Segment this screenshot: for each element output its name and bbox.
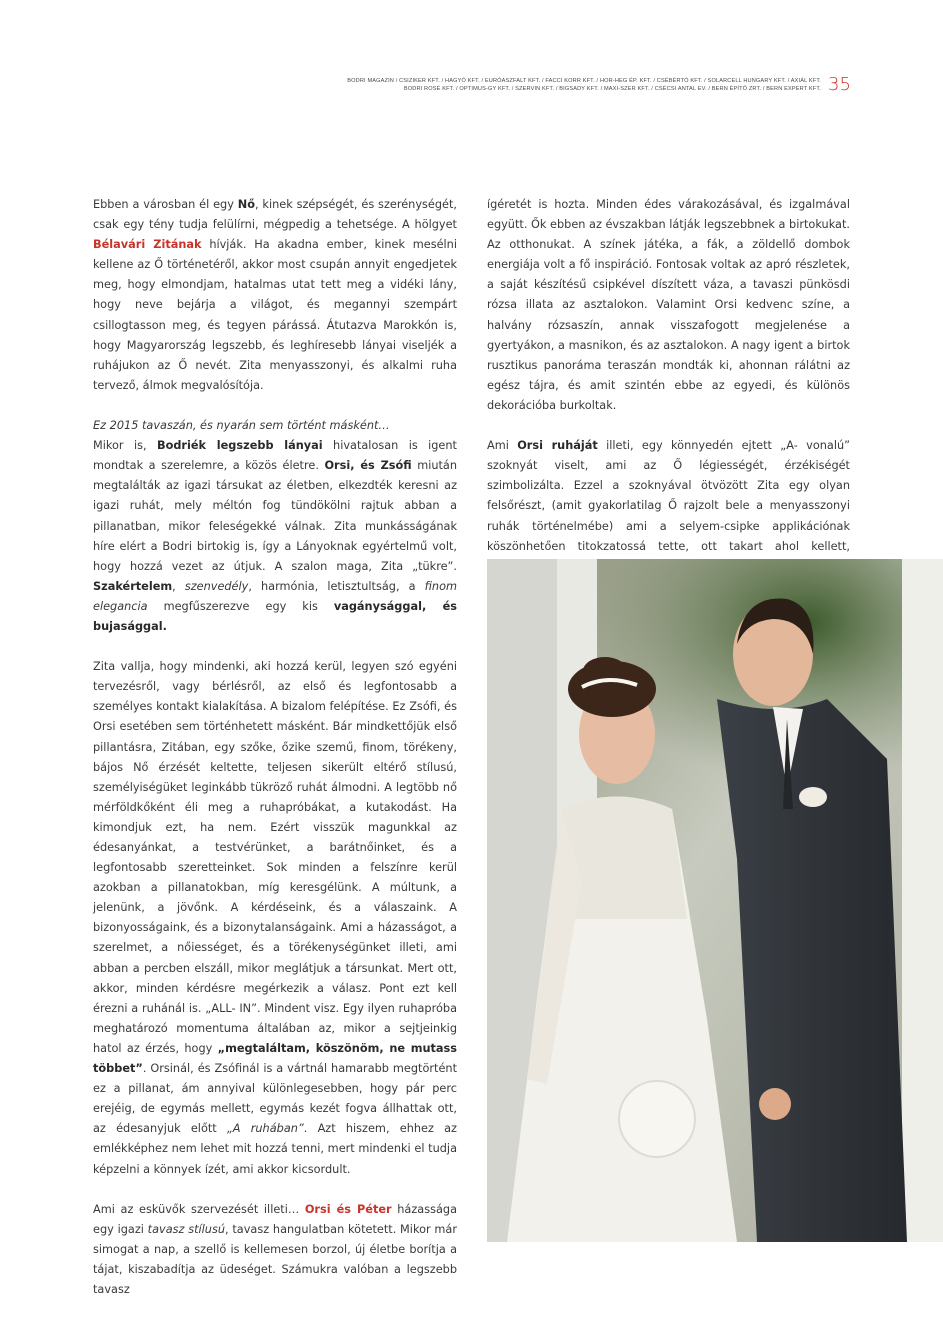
left-column	[93, 195, 457, 1300]
page-number: 35	[828, 74, 851, 95]
paragraph-promise: ígéretét is hozta. Minden édes várakozásával, és izgalmával együtt. Ők ebben az évszakban látják legszebbnek a birtokukat. Az otthonukat. A színek játéka, a fák, a zöldellő dombok energiája volt a fő inspiráció. Fontosak voltak az apró részletek, a saját készítésű csipkével díszített váza, a tavaszi pünkösdi rózsa illata az asztalokon. Valamint Orsi kedvenc színe, a halvány rózsaszín, annak visszafogott megjelenése a gyertyákon, a masnikon, és az asztalokon. A nagy igent a birtok rusztikus panoráma teraszán mondták ki, ahonnan rálátni az egész tájra, és amit szintén ebbe az egyedi, és különös dekorációba burkoltak.	[487, 198, 850, 412]
bride-and-groom-photo	[487, 559, 943, 1242]
designer-name: Bélavári Zitának	[93, 238, 202, 252]
paragraph-fitting: Zita vallja, hogy mindenki, aki hozzá kerül, legyen szó egyéni tervezésről, vagy bérlésről, az első és legfontosabb a személyes kontakt kialakítása. A bizalom felépítése. Ez Zsófi, és Orsi esetében sem történhetett másként. Bár mindkettőjük első pillantásra, Zitában, egy szőke, őzike szemű, finom, törékeny, bájos Nő érzését keltette, teljesen sikerült eltérő stílusú, személyiségüket leginkább tükröző ruhát álmodni. A legtöbb nő mérföldkőként éli meg a ruhapróbákat, a kutakodást. Ha kimondjuk ezt, ha nem. Ezért visszük magunkkal az édesanyánkat, a testvérünket, a barátnőinket, és a legfontosabb szeretteinket. Sok minden a felszínre kerül azokban a pillanatokban, míg keresgélünk. A múltunk, a jelenünk, a jövőnk. A kérdéseink, és a válaszaink. A bizonyosságaink, és a bizonytalanságaink. Ami a házasságot, a szerelmet, a nőiességet, és a törékenységünket illeti, ami abban a percben elszáll, mikor meglátjuk a társunkat. Mert ott, akkor, minden kérdésre megérkezik a válasz. Pont ezt kell érezni a ruhánál is. „ALL- IN”. Mindent visz. Egy ilyen ruhapróba meghatározó momentuma általában az, mikor a sejtjeinkig hatol az érzés, hogy „megtaláltam, köszönöm, ne mutass többet”. Orsinál, és Zsófinál is a vártnál hamarabb megtörtént ez a pillanat, ám annyival különlegesebben, hogy pár perc erejéig, de egymás mellett, egymás kezét fogva állhattak ott, az édesanyjuk előtt „A ruhában”. Azt hiszem, ehhez az emlékképhez nem lehet mit hozzá tenni, mert mindenki el tudja képzelni a könnyek ízét, ami akkor kicsordult.	[93, 660, 457, 1176]
right-column	[487, 195, 850, 577]
couple-name: Orsi és Péter	[304, 1202, 392, 1216]
paragraph-spring: Ez 2015 tavaszán, és nyarán sem történt másként… Mikor is, Bodriék legszebb lányai hivatalosan is igent mondtak a szerelemre, a közös életre. Orsi, és Zsófi miután megtalálták az igazi társukat az életben, elkezdték keresni az igazi ruhát, mely méltón fog tündökölni rajtuk abban a pillanatban, mikor feleségekké válnak. Zita munkásságának híre elért a Bodri birtokig is, így a Lányoknak egyértelmű volt, hogy hozzá vezet az útjuk. A szalon maga, Zita „tükre”. Szakértelem, szenvedély, harmónia, letisztultság, a finom elegancia megfűszerezve egy kis vagánysággal, és bujasággal.	[93, 419, 458, 633]
paragraph-intro: Ebben a városban él egy Nő, kinek szépségét, és szerénységét, csak egy tény tudja felülírni, mégpedig a tehetsége. A hölgyet Bélavári Zitának hívják. Ha akadna ember, kinek mesélni kellene az Ő történetéről, akkor most csupán annyit engedjetek meg, hogy elmondjam, hatalmas utat tett meg a vidéki lány, hogy neve bejárja a világot, és megannyi szempárt csillogtasson meg, és tegyen párássá. Átutazva Marokkón is, hogy Magyarország legszebb, és leghíresebb lányai viseljék a ruhájukon az Ő nevét. Zita menyasszonyi, és alkalmi ruha tervező, álmok megvalósítója.	[93, 198, 457, 392]
sponsor-line-2: BODRI ROSÉ KFT. / OPTIMUS-GY KFT. / SZERVIN KFT. / BIGSADY KFT. / MAXI-SZER KFT. / CSÉCSI ANTAL EV. / BERN ÉPÍTŐ ZRT. / BERN EXPERT KFT.	[403, 86, 821, 93]
paragraph-wedding: Ami az esküvők szervezését illeti… Orsi és Péter házassága egy igazi tavasz stílusú, tavasz hangulatban kötetett. Mikor már simogat a nap, a szellő is kellemesen borzol, új életbe borítja a tájat, kiszabadítja az üdeséget. Számukra valóban a legszebb tavasz	[93, 1202, 457, 1297]
paragraph-dress: Ami Orsi ruháját illeti, egy könnyedén ejtett „A- vonalú” szoknyát viselt, ami az Ő légiességét, érzékiségét szimbolizálta. Ezzel a szoknyával ötvözött Zita egy olyan felsőrészt, (amit gyakorlatilag Ő rajzolt bele a menyasszonyi ruhák történelmébe) ami a selyem-csipke applikációnak köszönhetően titokzatossá tette, ott takart ahol kellett,	[487, 439, 850, 553]
sponsor-list	[347, 77, 821, 93]
sponsor-line-1: BODRI MAGAZIN / CSIZIKER KFT. / HAGYÓ KFT. / EURÓASZFALT KFT. / FACCI KORR KFT. / HOR-HEG ÉP. KFT. / CSÉBÉRTÓ KFT. / SOLARCELL HUNGARY KFT. / AXIÁL KFT.	[347, 78, 821, 84]
